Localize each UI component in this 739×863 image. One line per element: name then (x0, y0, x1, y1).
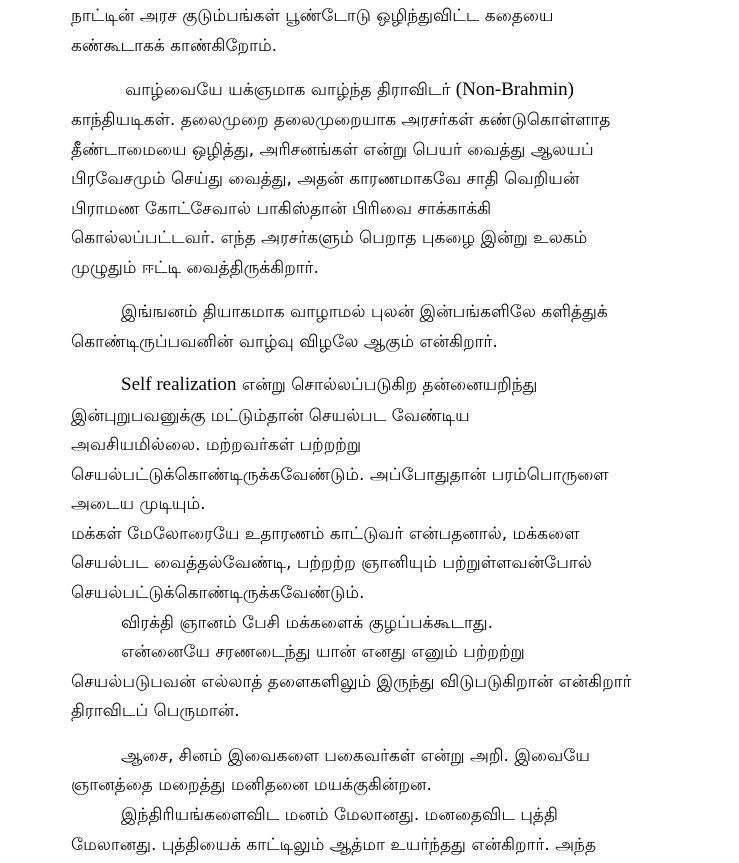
text-line: செயல்படுபவன் எல்லாத் தளைகளிலும் இருந்து விடுபடுகிறான் என்கிறார் (71, 672, 632, 692)
text-line: செயல்பட்டுக்கொண்டிருக்கவேண்டும். (71, 583, 365, 603)
text-line: செயல்பட்டுக்கொண்டிருக்கவேண்டும். அப்போதுதான் பரம்பொருளை (71, 465, 609, 485)
text-line: கண்கூடாகக் காண்கிறோம். (71, 36, 278, 56)
text-segment: (Non-Brahmin) (455, 79, 574, 100)
text-line: கொண்டிருப்பவனின் வாழ்வு விழலே ஆகும் என்கிறார். (71, 332, 498, 352)
text-line (121, 374, 537, 396)
text-line: இன்புறுபவனுக்கு மட்டும்தான் செயல்பட வேண்டிய (71, 406, 470, 426)
text-line: மேலானது. புத்தியைக் காட்டிலும் ஆத்மா உயர்ந்தது என்கிறார். அந்த (71, 835, 597, 855)
text-segment: வாழ்வையே யக்ஞமாக வாழ்ந்த திராவிடர் (125, 80, 456, 100)
text-line: முழுதும் ஈட்டி வைத்திருக்கிறார். (71, 258, 319, 278)
text-line: அவசியமில்லை. மற்றவர்கள் பற்றற்று (71, 435, 362, 455)
text-line: இந்திரியங்களைவிட மனம் மேலானது. மனதைவிட புத்தி (121, 805, 558, 825)
text-line: தீண்டாமையை ஒழித்து, அரிசனங்கள் என்று பெயர் வைத்து ஆலயப் (71, 140, 594, 160)
text-line: காந்தியடிகள். தலைமுறை தலைமுறையாக அரசர்கள் கண்டுகொள்ளாத (71, 110, 611, 130)
text-line: விரக்தி ஞானம் பேசி மக்களைக் குழப்பக்கூடாது. (121, 613, 494, 633)
text-line: என்னையே சரணடைந்து யான் எனது எனும் பற்றற்று (121, 642, 525, 662)
text-line: பிராமண கோட்சேவால் பாகிஸ்தான் பிரிவை சாக்காக்கி (71, 199, 492, 219)
text-line: திராவிடப் பெருமான். (71, 701, 240, 721)
text-line: இங்ஙனம் தியாகமாக வாழாமல் புலன் இன்பங்களிலே களித்துக் (121, 302, 608, 322)
text-line: அடைய முடியும். (71, 494, 206, 514)
text-line: ஆசை, சினம் இவைகளை பகைவர்கள் என்று அறி. இவையே (121, 746, 590, 766)
text-segment: என்று சொல்லப்படுகிற தன்னையறிந்து (236, 375, 538, 395)
text-line: செயல்பட வைத்தல்வேண்டி, பற்றற்ற ஞானியும் பற்றுள்ளவன்போல் (71, 553, 592, 573)
text-line: நாட்டின் அரச குடும்பங்கள் பூண்டோடு ஒழிந்துவிட்ட கதையை (71, 6, 554, 26)
text-segment: Self realization (121, 374, 237, 395)
text-line: பிரவேசமும் செய்து வைத்து, அதன் காரணமாகவே சாதி வெறியன் (71, 169, 580, 189)
text-line: ஞானத்தை மறைத்து மனிதனை மயக்குகின்றன. (71, 775, 432, 795)
text-line: கொல்லப்பட்டவர். எந்த அரசர்களும் பெறாத புகழை இன்று உலகம் (71, 228, 588, 248)
text-line: மக்கள் மேலோரையே உதாரணம் காட்டுவர் என்பதனால், மக்களை (71, 524, 580, 544)
text-line (125, 79, 574, 101)
